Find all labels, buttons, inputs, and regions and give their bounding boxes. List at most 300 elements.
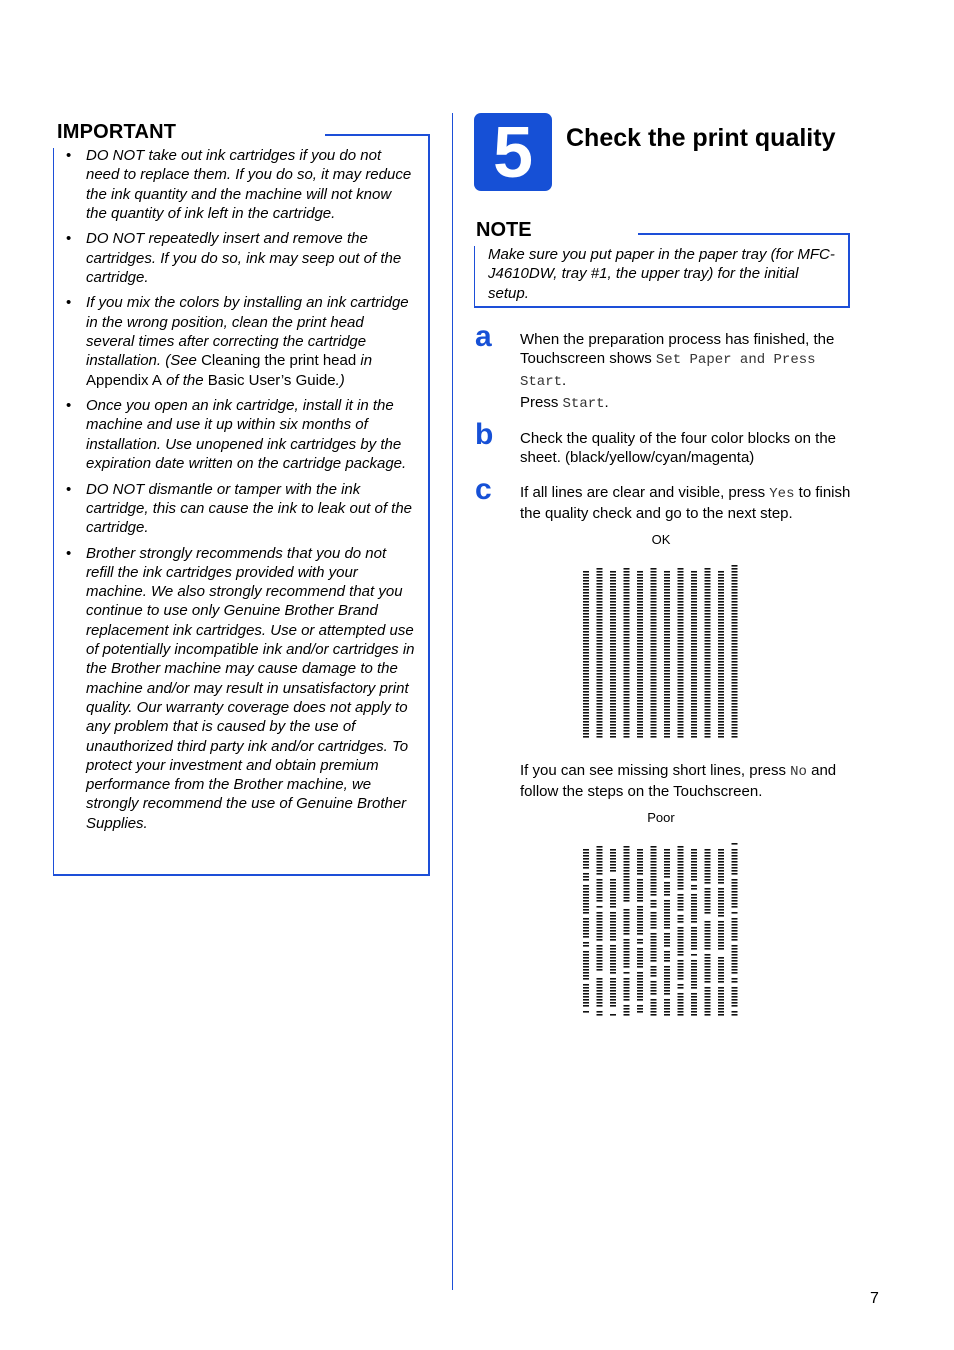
nozzle-line <box>610 972 616 974</box>
nozzle-line <box>691 873 697 875</box>
nozzle-line <box>651 975 657 977</box>
nozzle-line <box>583 706 589 708</box>
nozzle-line <box>637 604 643 606</box>
nozzle-line <box>624 631 630 633</box>
nozzle-line <box>610 954 616 956</box>
nozzle-line <box>678 574 684 576</box>
nozzle-line <box>637 703 643 705</box>
nozzle-line <box>610 583 616 585</box>
nozzle-line <box>610 864 616 866</box>
nozzle-line <box>718 975 724 977</box>
nozzle-line <box>678 610 684 612</box>
nozzle-line <box>718 1005 724 1007</box>
nozzle-line <box>718 616 724 618</box>
nozzle-line <box>732 724 738 726</box>
touchscreen-message: Set Paper and Press Start <box>520 352 816 390</box>
nozzle-line <box>651 676 657 678</box>
nozzle-line <box>732 945 738 947</box>
nozzle-line <box>651 601 657 603</box>
bullet-icon: • <box>66 544 72 562</box>
nozzle-line <box>651 993 657 995</box>
nozzle-line <box>583 924 589 926</box>
nozzle-line <box>691 625 697 627</box>
nozzle-line <box>637 858 643 860</box>
nozzle-line <box>651 634 657 636</box>
nozzle-line <box>691 906 697 908</box>
nozzle-line <box>583 978 589 980</box>
nozzle-line <box>610 927 616 929</box>
nozzle-line <box>610 891 616 893</box>
nozzle-line <box>691 939 697 941</box>
nozzle-line <box>597 640 603 642</box>
nozzle-line <box>583 613 589 615</box>
nozzle-line <box>678 1014 684 1016</box>
nozzle-line <box>705 1005 711 1007</box>
nozzle-line <box>583 975 589 977</box>
nozzle-line <box>664 637 670 639</box>
nozzle-line <box>651 867 657 869</box>
nozzle-line <box>637 685 643 687</box>
nozzle-line <box>583 694 589 696</box>
nozzle-line <box>718 858 724 860</box>
nozzle-line <box>705 703 711 705</box>
nozzle-line <box>597 700 603 702</box>
nozzle-line <box>678 589 684 591</box>
nozzle-line <box>664 849 670 851</box>
nozzle-line <box>678 933 684 935</box>
nozzle-line <box>597 999 603 1001</box>
nozzle-line <box>624 846 630 848</box>
nozzle-line <box>651 727 657 729</box>
nozzle-line <box>678 1002 684 1004</box>
nozzle-line <box>624 933 630 935</box>
nozzle-line <box>624 655 630 657</box>
nozzle-line <box>732 643 738 645</box>
nozzle-line <box>705 867 711 869</box>
nozzle-line <box>691 676 697 678</box>
nozzle-line <box>651 1008 657 1010</box>
nozzle-line <box>705 628 711 630</box>
nozzle-line <box>705 736 711 738</box>
nozzle-line <box>678 730 684 732</box>
nozzle-line <box>732 993 738 995</box>
nozzle-line <box>732 676 738 678</box>
nozzle-line <box>705 631 711 633</box>
nozzle-line <box>691 987 697 989</box>
nozzle-line <box>610 634 616 636</box>
nozzle-line <box>691 945 697 947</box>
nozzle-line <box>718 661 724 663</box>
nozzle-line <box>718 697 724 699</box>
nozzle-line <box>732 667 738 669</box>
nozzle-line <box>610 631 616 633</box>
nozzle-line <box>624 598 630 600</box>
nozzle-line <box>610 685 616 687</box>
nozzle-line <box>597 571 603 573</box>
nozzle-line <box>732 664 738 666</box>
nozzle-line <box>651 852 657 854</box>
nozzle-line <box>691 592 697 594</box>
nozzle-line <box>651 918 657 920</box>
nozzle-line <box>732 843 738 845</box>
nozzle-line <box>624 724 630 726</box>
nozzle-line <box>651 661 657 663</box>
nozzle-line <box>597 990 603 992</box>
nozzle-line <box>718 676 724 678</box>
nozzle-line <box>732 661 738 663</box>
nozzle-line <box>583 900 589 902</box>
nozzle-line <box>705 852 711 854</box>
nozzle-line <box>624 966 630 968</box>
nozzle-line <box>678 900 684 902</box>
nozzle-line <box>583 861 589 863</box>
nozzle-line <box>678 966 684 968</box>
nozzle-line <box>678 583 684 585</box>
nozzle-line <box>637 601 643 603</box>
nozzle-line <box>705 849 711 851</box>
nozzle-line <box>664 951 670 953</box>
nozzle-line <box>583 903 589 905</box>
nozzle-line <box>664 1005 670 1007</box>
nozzle-line <box>624 939 630 941</box>
nozzle-line <box>651 622 657 624</box>
nozzle-line <box>583 951 589 953</box>
nozzle-line <box>678 694 684 696</box>
substep-a-text: When the preparation process has finished, the Touchscreen shows Set Paper and Press Start. <box>520 331 835 390</box>
nozzle-line <box>624 658 630 660</box>
nozzle-line <box>678 673 684 675</box>
nozzle-line <box>732 619 738 621</box>
nozzle-line <box>651 649 657 651</box>
nozzle-line <box>624 721 630 723</box>
nozzle-line <box>624 999 630 1001</box>
nozzle-line <box>651 891 657 893</box>
nozzle-line <box>678 945 684 947</box>
important-box-left-rule <box>53 148 54 876</box>
nozzle-line <box>624 709 630 711</box>
nozzle-line <box>691 993 697 995</box>
nozzle-line <box>718 1008 724 1010</box>
nozzle-line <box>597 664 603 666</box>
nozzle-line <box>637 652 643 654</box>
nozzle-line <box>691 909 697 911</box>
nozzle-line <box>597 858 603 860</box>
nozzle-line <box>718 619 724 621</box>
nozzle-line <box>691 894 697 896</box>
nozzle-line <box>651 658 657 660</box>
nozzle-line <box>678 894 684 896</box>
nozzle-line <box>583 894 589 896</box>
nozzle-line <box>691 655 697 657</box>
nozzle-line <box>624 691 630 693</box>
nozzle-line <box>583 963 589 965</box>
nozzle-line <box>597 622 603 624</box>
nozzle-line <box>624 894 630 896</box>
nozzle-line <box>610 727 616 729</box>
nozzle-line <box>678 646 684 648</box>
nozzle-line <box>664 861 670 863</box>
note-box-bottom-rule <box>474 306 850 308</box>
nozzle-line <box>610 855 616 857</box>
nozzle-line <box>664 966 670 968</box>
nozzle-line <box>678 688 684 690</box>
nozzle-line <box>624 637 630 639</box>
nozzle-line <box>705 996 711 998</box>
nozzle-line <box>732 652 738 654</box>
nozzle-line <box>678 616 684 618</box>
nozzle-line <box>637 640 643 642</box>
nozzle-line <box>637 592 643 594</box>
nozzle-line <box>624 610 630 612</box>
nozzle-line <box>678 649 684 651</box>
nozzle-line <box>732 709 738 711</box>
nozzle-line <box>651 987 657 989</box>
nozzle-line <box>610 966 616 968</box>
nozzle-line <box>705 909 711 911</box>
nozzle-line <box>705 706 711 708</box>
nozzle-line <box>691 933 697 935</box>
nozzle-line <box>583 909 589 911</box>
nozzle-line <box>705 954 711 956</box>
nozzle-line <box>718 978 724 980</box>
nozzle-line <box>732 882 738 884</box>
nozzle-line <box>624 867 630 869</box>
nozzle-line <box>624 951 630 953</box>
nozzle-line <box>583 691 589 693</box>
nozzle-line <box>664 646 670 648</box>
nozzle-line <box>705 870 711 872</box>
nozzle-line <box>624 676 630 678</box>
nozzle-line <box>732 580 738 582</box>
nozzle-line <box>597 1011 603 1013</box>
nozzle-line <box>637 712 643 714</box>
nozzle-line <box>637 613 643 615</box>
nozzle-line <box>583 583 589 585</box>
nozzle-line <box>624 649 630 651</box>
nozzle-line <box>624 996 630 998</box>
nozzle-line <box>624 679 630 681</box>
nozzle-line <box>637 885 643 887</box>
nozzle-line <box>705 601 711 603</box>
nozzle-line <box>664 882 670 884</box>
nozzle-line <box>637 658 643 660</box>
nozzle-line <box>691 876 697 878</box>
nozzle-line <box>624 727 630 729</box>
nozzle-line <box>664 670 670 672</box>
nozzle-line <box>664 978 670 980</box>
no-key-label: No <box>790 764 807 780</box>
nozzle-line <box>637 951 643 953</box>
nozzle-line <box>637 867 643 869</box>
nozzle-line <box>718 595 724 597</box>
nozzle-line <box>691 867 697 869</box>
nozzle-line <box>664 939 670 941</box>
nozzle-line <box>691 664 697 666</box>
nozzle-line <box>651 879 657 881</box>
nozzle-line <box>664 601 670 603</box>
nozzle-line <box>597 658 603 660</box>
nozzle-line <box>678 715 684 717</box>
nozzle-line <box>610 930 616 932</box>
nozzle-line <box>732 622 738 624</box>
nozzle-line <box>664 586 670 588</box>
nozzle-line <box>718 915 724 917</box>
nozzle-line <box>705 691 711 693</box>
nozzle-line <box>732 691 738 693</box>
nozzle-line <box>678 682 684 684</box>
nozzle-line <box>718 849 724 851</box>
nozzle-line <box>732 727 738 729</box>
nozzle-line <box>691 972 697 974</box>
nozzle-line <box>705 855 711 857</box>
nozzle-line <box>610 700 616 702</box>
nozzle-line <box>651 625 657 627</box>
nozzle-line <box>691 954 697 956</box>
nozzle-line <box>597 619 603 621</box>
substep-c-missing-text: If you can see missing short lines, press No and follow the steps on the Touchscreen. <box>520 762 837 801</box>
nozzle-line <box>732 903 738 905</box>
nozzle-line <box>624 900 630 902</box>
nozzle-line <box>718 709 724 711</box>
nozzle-line <box>664 718 670 720</box>
nozzle-line <box>651 721 657 723</box>
nozzle-line <box>583 918 589 920</box>
nozzle-line <box>597 855 603 857</box>
nozzle-line <box>691 610 697 612</box>
nozzle-line <box>691 942 697 944</box>
nozzle-line <box>678 568 684 570</box>
nozzle-line <box>583 610 589 612</box>
nozzle-line <box>583 912 589 914</box>
nozzle-line <box>664 864 670 866</box>
nozzle-line <box>624 879 630 881</box>
nozzle-line <box>664 664 670 666</box>
nozzle-line <box>624 634 630 636</box>
nozzle-line <box>610 709 616 711</box>
nozzle-line <box>678 577 684 579</box>
nozzle-line <box>624 703 630 705</box>
nozzle-line <box>705 960 711 962</box>
nozzle-line <box>664 607 670 609</box>
nozzle-line <box>678 864 684 866</box>
nozzle-line <box>583 954 589 956</box>
nozzle-line <box>637 957 643 959</box>
nozzle-line <box>651 736 657 738</box>
nozzle-line <box>691 628 697 630</box>
bullet-icon: • <box>66 147 72 164</box>
nozzle-line <box>610 676 616 678</box>
nozzle-line <box>664 703 670 705</box>
nozzle-line <box>597 685 603 687</box>
nozzle-line <box>597 577 603 579</box>
nozzle-line <box>624 616 630 618</box>
nozzle-line <box>691 888 697 890</box>
nozzle-line <box>732 568 738 570</box>
nozzle-line <box>678 679 684 681</box>
nozzle-line <box>691 679 697 681</box>
nozzle-line <box>691 724 697 726</box>
nozzle-line <box>637 649 643 651</box>
nozzle-line <box>583 984 589 986</box>
nozzle-line <box>624 682 630 684</box>
nozzle-line <box>583 703 589 705</box>
nozzle-line <box>624 673 630 675</box>
nozzle-line <box>705 993 711 995</box>
nozzle-line <box>610 981 616 983</box>
nozzle-line <box>664 610 670 612</box>
nozzle-line <box>597 709 603 711</box>
nozzle-line <box>664 727 670 729</box>
note-box-right-rule <box>848 233 850 308</box>
nozzle-line <box>637 996 643 998</box>
nozzle-line <box>664 676 670 678</box>
nozzle-line <box>651 933 657 935</box>
nozzle-line <box>597 894 603 896</box>
nozzle-line <box>583 858 589 860</box>
nozzle-line <box>651 646 657 648</box>
nozzle-line <box>637 981 643 983</box>
nozzle-line <box>705 930 711 932</box>
nozzle-line <box>691 960 697 962</box>
nozzle-line <box>597 610 603 612</box>
nozzle-line <box>637 673 643 675</box>
nozzle-line <box>691 984 697 986</box>
nozzle-line <box>732 870 738 872</box>
nozzle-line <box>664 592 670 594</box>
nozzle-line <box>637 607 643 609</box>
nozzle-line <box>597 927 603 929</box>
nozzle-line <box>678 718 684 720</box>
nozzle-line <box>678 586 684 588</box>
nozzle-line <box>691 640 697 642</box>
nozzle-line <box>678 960 684 962</box>
nozzle-line <box>718 691 724 693</box>
nozzle-line <box>637 966 643 968</box>
nozzle-line <box>718 577 724 579</box>
nozzle-line <box>610 921 616 923</box>
nozzle-line <box>732 936 738 938</box>
nozzle-line <box>583 586 589 588</box>
nozzle-line <box>678 664 684 666</box>
nozzle-line <box>691 682 697 684</box>
nozzle-line <box>651 682 657 684</box>
nozzle-line <box>691 1014 697 1016</box>
nozzle-line <box>597 616 603 618</box>
nozzle-line <box>583 682 589 684</box>
nozzle-line <box>597 604 603 606</box>
nozzle-line <box>610 688 616 690</box>
nozzle-line <box>664 1011 670 1013</box>
nozzle-line <box>583 595 589 597</box>
nozzle-line <box>597 601 603 603</box>
nozzle-line <box>691 571 697 573</box>
nozzle-line <box>718 927 724 929</box>
nozzle-line <box>718 655 724 657</box>
nozzle-line <box>691 619 697 621</box>
nozzle-line <box>691 936 697 938</box>
nozzle-line <box>610 619 616 621</box>
nozzle-line <box>651 655 657 657</box>
important-item: • Brother strongly recommends that you do not refill the ink cartridges provided with your machine. We also strongly recommend that you continue to use only Genuine Brother Brand replacement ink cartridges. Use or attempted use of potentially incompatible ink and/or cartridges in the Brother machine may cause damage to the machine and/or may result in unsatisfactory print quality. Our warranty coverage does not apply to any problem that is caused by the use of unauthorized third party ink and/or cartridges. To protect your investment and obtain premium performance from the Brother machine, we strongly recommend the use of Genuine Brother Supplies. <box>66 544 415 832</box>
nozzle-line <box>624 667 630 669</box>
nozzle-line <box>678 643 684 645</box>
nozzle-line <box>651 846 657 848</box>
nozzle-line <box>678 846 684 848</box>
nozzle-line <box>691 703 697 705</box>
nozzle-line <box>705 975 711 977</box>
nozzle-line <box>732 960 738 962</box>
nozzle-line <box>610 679 616 681</box>
